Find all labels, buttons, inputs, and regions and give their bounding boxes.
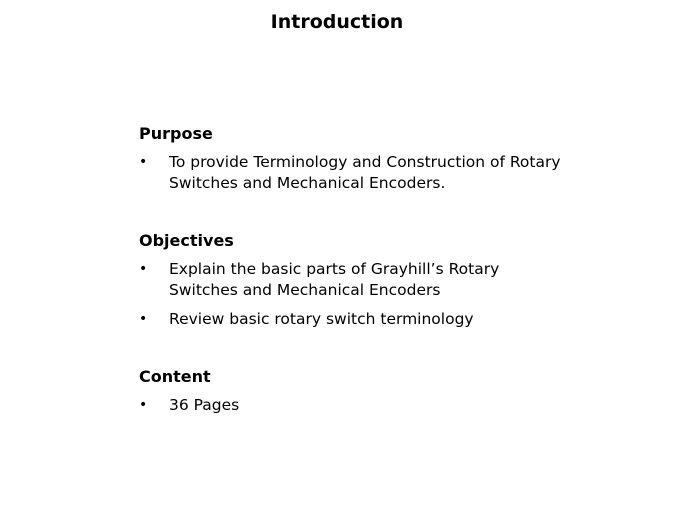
list-item-text: Explain the basic parts of Grayhill’s Rotary Switches and Mechanical Encoders bbox=[169, 260, 500, 299]
list-item bbox=[139, 309, 569, 330]
list-item-text: Review basic rotary switch terminology bbox=[169, 310, 474, 328]
section-purpose bbox=[139, 124, 569, 194]
section-heading: Content bbox=[139, 367, 211, 386]
bullet-icon: • bbox=[139, 311, 148, 327]
list-item-text: To provide Terminology and Construction of Rotary Switches and Mechanical Encoders. bbox=[169, 153, 561, 192]
section-content bbox=[139, 367, 569, 416]
bullet-icon: • bbox=[139, 397, 148, 413]
list-item bbox=[139, 259, 569, 301]
bullet-icon: • bbox=[139, 261, 148, 277]
section-objectives bbox=[139, 231, 569, 330]
list-item-text: 36 Pages bbox=[169, 396, 240, 414]
bullet-icon: • bbox=[139, 154, 148, 170]
list-item bbox=[139, 152, 569, 194]
list-item bbox=[139, 395, 569, 416]
slide-title: Introduction bbox=[270, 11, 404, 33]
section-heading: Purpose bbox=[139, 124, 213, 143]
section-heading: Objectives bbox=[139, 231, 234, 250]
